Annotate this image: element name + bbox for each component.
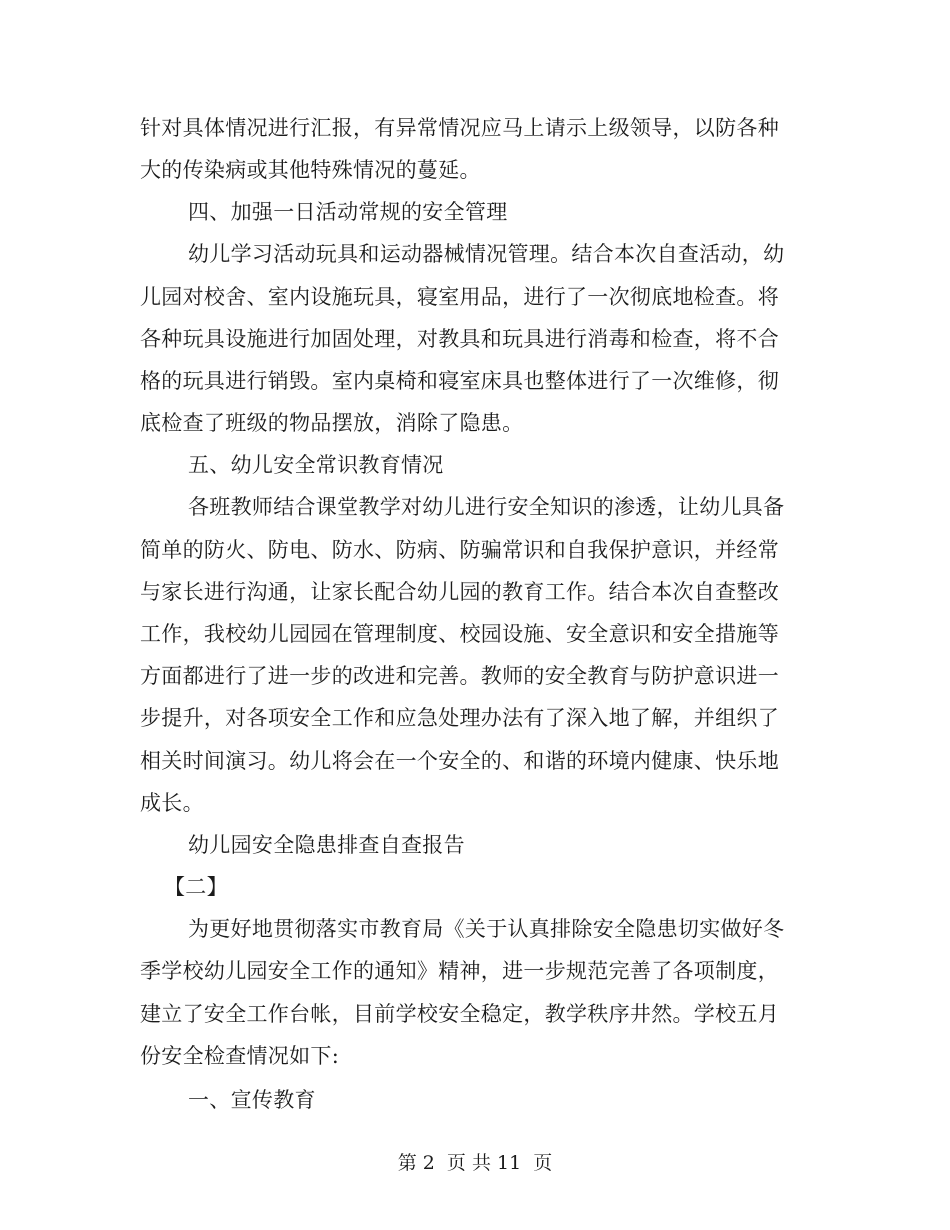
paragraph-line: 底检查了班级的物品摆放，消除了隐患。 — [140, 411, 524, 435]
paragraph-line: 各种玩具设施进行加固处理，对教具和玩具进行消毒和检查，将不合 — [140, 327, 779, 351]
paragraph-line: 方面都进行了进一步的改进和完善。教师的安全教育与防护意识进一 — [140, 664, 779, 688]
paragraph-line: 季学校幼儿园安全工作的通知》精神，进一步规范完善了各项制度， — [140, 959, 779, 983]
paragraph-line: 为更好地贯彻落实市教育局《关于认真排除安全隐患切实做好冬 — [188, 917, 785, 941]
paragraph-line: 工作，我校幼儿园园在管理制度、校园设施、安全意识和安全措施等 — [140, 622, 779, 646]
paragraph-line: 大的传染病或其他特殊情况的蔓延。 — [140, 158, 481, 182]
section-number: 【二】 — [164, 875, 228, 899]
section-heading: 四、加强一日活动常规的安全管理 — [188, 200, 508, 224]
paragraph-line: 儿园对校舍、室内设施玩具，寝室用品，进行了一次彻底地检查。将 — [140, 285, 779, 309]
paragraph-line: 针对具体情况进行汇报，有异常情况应马上请示上级领导，以防各种 — [140, 116, 779, 140]
paragraph-line: 简单的防火、防电、防水、防病、防骗常识和自我保护意识，并经常 — [140, 538, 779, 562]
paragraph-line: 步提升，对各项安全工作和应急处理办法有了深入地了解，并组织了 — [140, 706, 779, 730]
section-heading: 一、宣传教育 — [188, 1088, 316, 1112]
paragraph-line: 建立了安全工作台帐，目前学校安全稳定，教学秩序井然。学校五月 — [140, 1002, 779, 1026]
paragraph-line: 各班教师结合课堂教学对幼儿进行安全知识的渗透，让幼儿具备 — [188, 495, 785, 519]
page-number-footer: 第 2 页 共 11 页 — [397, 1152, 553, 1174]
paragraph-line: 相关时间演习。幼儿将会在一个安全的、和谐的环境内健康、快乐地 — [140, 749, 779, 773]
paragraph-line: 成长。 — [140, 791, 204, 815]
paragraph-line: 份安全检查情况如下: — [140, 1044, 340, 1068]
paragraph-line: 幼儿学习活动玩具和运动器械情况管理。结合本次自查活动，幼 — [188, 242, 785, 266]
report-title: 幼儿园安全隐患排查自查报告 — [188, 833, 465, 857]
paragraph-line: 与家长进行沟通，让家长配合幼儿园的教育工作。结合本次自查整改 — [140, 580, 779, 604]
paragraph-line: 格的玩具进行销毁。室内桌椅和寝室床具也整体进行了一次维修，彻 — [140, 369, 779, 393]
section-heading: 五、幼儿安全常识教育情况 — [188, 453, 444, 477]
